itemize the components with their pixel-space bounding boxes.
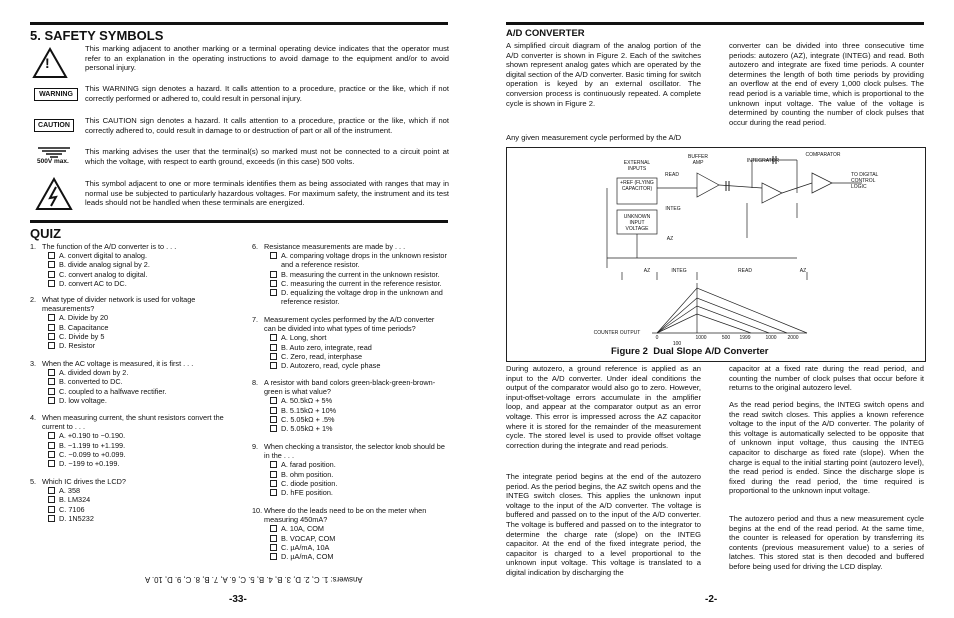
figure-2-diagram [506,147,926,362]
question-number: 4. [30,413,37,422]
question-number: 5. [30,477,37,486]
checkbox-icon[interactable] [48,271,55,278]
answer-option[interactable]: B. VΩCAP, COM [270,534,448,543]
checkbox-icon[interactable] [48,324,55,331]
answer-option[interactable]: B. 5.15kΩ + 10% [270,406,448,415]
answer-option[interactable]: A. 358 [48,486,228,495]
checkbox-icon[interactable] [270,480,277,487]
unknown-input-label: UNKNOWN INPUT VOLTAGE [623,214,651,232]
tick-1: 100 [672,341,682,347]
col1-bottom-para-2: The integrate period begins at the end of the autozero period. As the period begins, the AZ switch opens and the INTEG switch closes. This applies the unknown input voltage to the input of the A/D converter. The voltage is buffered and passed on to the input of the A/D converter. The voltage is buffered and passed on to the integrator to determine the charge rate (slope) on the INTEG capacitor. At the end of the fixed integrate period, the capacitor is charged to a level proportional to the unknown input voltage. This voltage is translated to a digital indication by discharging the [506,472,701,577]
question-number: 10. [252,506,263,515]
safety-text-3: This CAUTION sign denotes a hazard. It calls attention to a procedure, practice or the like, which if not correctly adhered to, could result in damage to or destruction of part or all of the instrument. [85,116,449,135]
checkbox-icon[interactable] [48,442,55,449]
checkbox-icon[interactable] [270,280,277,287]
phase-read-label: READ [738,268,752,274]
left-top-rule [30,22,448,25]
caution-label-icon: CAUTION [34,119,74,132]
comparator-label: COMPARATOR [805,152,841,158]
checkbox-icon[interactable] [48,487,55,494]
col1-top-text: A simplified circuit diagram of the analog portion of the A/D converter is shown in Figure 2. Each of the switches shown represent analog gates which are operated by the digital section of the A/D converter. Basic timing for switch operation is keyed by an external oscillator. The conversion process is continuously repeated. A complete cycle is shown in Figure 2. [506,41,701,108]
safety-text-4: This marking advises the user that the terminal(s) so marked must not be connected to a circuit point at which the voltage, with respect to earth ground, exceeds (in this case) 500 volts. [85,147,449,166]
col2-bottom-para-1: capacitor at a fixed rate during the read period, and counting the number of clock pulses that occur before it returns to the original autozero level. [729,364,924,393]
answer-option[interactable]: A. Long, short [270,333,448,342]
buffer-amp-label: BUFFER AMP [688,154,708,166]
figure-caption: Figure 2 Dual Slope A/D Converter [611,346,769,357]
checkbox-icon[interactable] [270,425,277,432]
checkbox-icon[interactable] [270,416,277,423]
answer-option[interactable]: C. Divide by 5 [48,332,228,341]
right-page-number: -2- [705,594,718,605]
checkbox-icon[interactable] [48,378,55,385]
answer-option[interactable]: B. LM324 [48,495,228,504]
integ-label: INTEG [665,206,681,212]
question-stem: When measuring current, the shunt resistors convert the current to . . . [42,413,224,432]
answer-option[interactable]: A. +0.190 to −0.190. [48,431,228,440]
left-page-number: -33- [229,594,247,605]
answer-option[interactable]: D. low voltage. [48,396,228,405]
answer-option[interactable]: D. 5.05kΩ + 1% [270,424,448,433]
external-inputs-label: EXTERNAL INPUTS [623,160,651,172]
col2-top-text: converter can be divided into three consecutive time periods: autozero (AZ), integrate (INTEG) and read. Both autozero and integrate are fixed time periods. A counter determines the length of both time periods by providing an overflow at the end of every 1,000 clock pulses. The read period is a variable time, which is proportional to the unknown input voltage. The value of the voltage is determined by counting the number of clock pulses that occur during the read period. [729,41,924,127]
answer-option[interactable]: D. equalizing the voltage drop in the unknown and reference resistor. [270,288,448,306]
checkbox-icon[interactable] [48,342,55,349]
ground-symbol-icon [36,146,72,158]
quiz-question-1 [30,242,220,288]
answer-option[interactable]: B. measuring the current in the unknown resistor. [270,270,448,279]
right-top-rule [506,22,924,25]
quiz-question-3 [30,359,228,405]
checkbox-icon[interactable] [270,544,277,551]
high-voltage-icon [35,177,73,211]
checkbox-icon[interactable] [270,535,277,542]
col2-bottom-para-3: The autozero period and thus a new measurement cycle begins at the end of the read period. At the same time, the counter is released for operation by transferring its contents (previous measurement value) to a series of latches. This stored stat is then decoded and buffered before being used for driving the LCD display. [729,514,924,571]
checkbox-icon[interactable] [48,369,55,376]
question-number: 6. [252,242,259,251]
answer-option[interactable]: B. divide analog signal by 2. [48,260,220,269]
answer-option[interactable]: C. −0.099 to +0.099. [48,450,228,459]
checkbox-icon[interactable] [48,333,55,340]
quiz-question-7 [252,315,448,370]
answer-option[interactable]: A. farad position. [270,460,448,469]
answer-option[interactable]: C. Zero, read, interphase [270,352,448,361]
question-stem: Measurement cycles performed by the A/D converter can be divided into what types of time periods? [264,315,435,334]
col1-bottom-para-1: During autozero, a ground reference is applied as an input to the A/D converter. Under ideal conditions the output of the comparator would also go to zero. However, input-offset-voltage errors accumulate in the amplifier loop, and appear at the comparator output as an error voltage. This error is impressed across the AZ capacitor where it is stored for the remainder of the measurement cycle. The stored level is used to provide offset voltage correction during the integrate and read periods. [506,364,701,450]
quiz-question-8 [252,378,448,433]
question-number: 1. [30,242,37,251]
checkbox-icon[interactable] [48,280,55,287]
quiz-question-10 [252,506,448,561]
answer-option[interactable]: B. Capacitance [48,323,228,332]
question-number: 9. [252,442,259,451]
answer-option[interactable]: D. Autozero, read, cycle phase [270,361,448,370]
quiz-question-9 [252,442,448,497]
checkbox-icon[interactable] [270,407,277,414]
checkbox-icon[interactable] [48,496,55,503]
question-stem: When checking a transistor, the selector knob should be in the . . . [264,442,445,461]
question-number: 2. [30,295,37,304]
tick-2: 1000 [695,335,707,341]
phase-integ-label: INTEG [671,268,687,274]
answer-option[interactable]: D. convert AC to DC. [48,279,220,288]
answer-option[interactable]: B. converted to DC. [48,377,228,386]
checkbox-icon[interactable] [270,553,277,560]
checkbox-icon[interactable] [270,489,277,496]
question-stem: Which IC drives the LCD? [42,477,126,486]
checkbox-icon[interactable] [48,451,55,458]
question-number: 7. [252,315,259,324]
question-stem: The function of the A/D converter is to . . . [42,242,177,251]
checkbox-icon[interactable] [270,471,277,478]
caution-triangle-mark: ! [45,55,50,71]
checkbox-icon[interactable] [48,460,55,467]
answer-option[interactable]: C. coupled to a halfwave rectifier. [48,387,228,396]
question-stem: A resistor with band colors green-black-green-brown-green is what value? [264,378,436,397]
phase-az2-label: AZ [799,268,807,274]
quiz-top-rule [30,220,448,223]
col2-bottom-para-2: As the read period begins, the INTEG switch opens and the read switch closes. This applies a known reference voltage to the input of the A/D converter. The polarity of this voltage is automatically selected to be opposite that of unknown input voltage, thus causing the INTEG capacitor to discharge as fixed rate (slope). When the charge is equal to the initial starting point (autozero level), the read period is ended. Since the discharge slope is fixed during the read period, the time required is proportional to the unknown input voltage. [729,400,924,496]
counter-output-label: COUNTER OUTPUT [593,330,641,336]
az-label: AZ [666,236,674,242]
caution-triangle-icon [32,47,68,79]
checkbox-icon[interactable] [270,525,277,532]
question-stem: Resistance measurements are made by . . . [264,242,406,251]
answer-option[interactable]: B. Auto zero, integrate, read [270,343,448,352]
checkbox-icon[interactable] [48,515,55,522]
integrator-label: INTEGRATOR [746,158,780,164]
checkbox-icon[interactable] [270,362,277,369]
answer-option[interactable]: B. −1.199 to +1.199. [48,441,228,450]
checkbox-icon[interactable] [48,397,55,404]
quiz-question-5 [30,477,228,523]
answer-option[interactable]: A. convert digital to analog. [48,251,220,260]
question-number: 8. [252,378,259,387]
answer-option[interactable]: A. 50.5kΩ + 5% [270,396,448,405]
answer-option[interactable]: C. measuring the current in the reference resistor. [270,279,448,288]
checkbox-icon[interactable] [48,506,55,513]
500v-max-label: 500V max. [37,158,69,165]
checkbox-icon[interactable] [270,289,277,296]
tick-0: 0 [655,335,659,341]
answer-option[interactable]: A. Divide by 20 [48,313,228,322]
checkbox-icon[interactable] [270,252,277,259]
question-stem: When the AC voltage is measured, it is first . . . [42,359,194,368]
checkbox-icon[interactable] [48,314,55,321]
tick-4: 1999 [739,335,751,341]
answer-option[interactable]: C. diode position. [270,479,448,488]
answer-option[interactable]: C. µA/mA, 10A [270,543,448,552]
answer-option[interactable]: A. 10A, COM [270,524,448,533]
checkbox-icon[interactable] [48,261,55,268]
tick-6: 2000 [787,335,799,341]
answer-option[interactable]: D. −199 to +0.199. [48,459,228,468]
answer-option[interactable]: D. µA/mA, COM [270,552,448,561]
to-digital-label: TO DIGITAL CONTROL LOGIC [851,172,879,190]
checkbox-icon[interactable] [270,334,277,341]
answer-option[interactable]: D. 1N5232 [48,514,228,523]
quiz-question-6 [252,242,448,306]
answer-option[interactable]: C. 7106 [48,505,228,514]
read-label: READ [665,172,679,178]
tick-3: 500 [721,335,731,341]
question-number: 3. [30,359,37,368]
safety-text-5: This symbol adjacent to one or more terminals identifies them as being associated with ranges that may in normal use be subjected to particularly hazardous voltages. For maximum safety, the instrument and its test leads should not be handled when these terminals are energized. [85,179,449,208]
safety-text-1: This marking adjacent to another marking or a terminal operating device indicates that the operator must refer to an explanation in the operating instructions to avoid damage to the equipment and/or to avoid personal injury. [85,44,449,73]
quiz-title: QUIZ [30,226,62,241]
question-stem: What type of divider network is used for voltage measurements? [42,295,196,314]
safety-text-2: This WARNING sign denotes a hazard. It calls attention to a procedure, practice or the like, which if not correctly performed or adhered to, could result in personal injury. [85,84,449,103]
question-stem: Where do the leads need to be on the meter when measuring 450mA? [264,506,427,525]
answer-option[interactable]: C. 5.05kΩ + .5% [270,415,448,424]
warning-label-icon: WARNING [34,88,78,101]
checkbox-icon[interactable] [270,271,277,278]
safety-title: 5. SAFETY SYMBOLS [30,28,164,43]
answer-option[interactable]: D. hFE position. [270,488,448,497]
checkbox-icon[interactable] [48,432,55,439]
checkbox-icon[interactable] [270,353,277,360]
tick-5: 1000 [765,335,777,341]
answer-option[interactable]: D. Resistor [48,341,228,350]
answer-option[interactable]: A. divided down by 2. [48,368,228,377]
quiz-question-4 [30,413,228,468]
phase-az1-label: AZ [643,268,651,274]
answer-option[interactable]: A. comparing voltage drops in the unknown resistor and a reference resistor. [270,251,448,269]
checkbox-icon[interactable] [48,252,55,259]
col1-top-text-2: Any given measurement cycle performed by the A/D [506,133,682,142]
quiz-question-2 [30,295,228,350]
checkbox-icon[interactable] [48,388,55,395]
answer-option[interactable]: C. convert analog to digital. [48,270,220,279]
checkbox-icon[interactable] [270,397,277,404]
ad-converter-title: A/D CONVERTER [506,28,585,39]
answer-option[interactable]: B. ohm position. [270,470,448,479]
checkbox-icon[interactable] [270,344,277,351]
vref-label: +REF (FLYING CAPACITOR) [620,180,654,192]
upside-down-answers: Answers: 1. C, 2. D, 3. B, 4. B, 5. C, 6. A, 7. B, 8. C, 9. D, 10. A [145,575,363,584]
checkbox-icon[interactable] [270,461,277,468]
